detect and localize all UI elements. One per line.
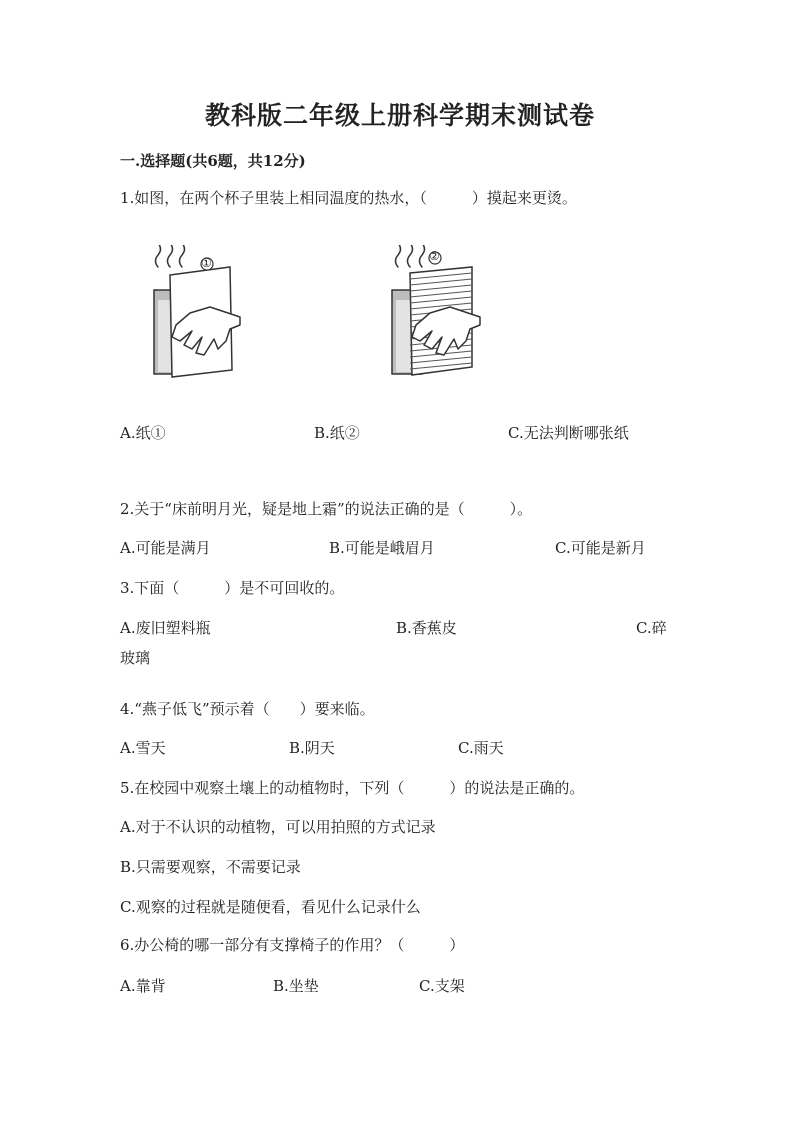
q4-option-b[interactable]: B.阴天	[289, 739, 335, 757]
figure-label-1: ①	[201, 256, 212, 270]
q3-option-b[interactable]: B.香蕉皮	[396, 619, 457, 637]
q2-option-b[interactable]: B.可能是峨眉月	[329, 539, 435, 557]
q1-option-b[interactable]: B.纸②	[314, 424, 360, 442]
q2-option-a[interactable]: A.可能是满月	[120, 539, 211, 557]
q3-option-a[interactable]: A.废旧塑料瓶	[120, 619, 211, 637]
q4-option-c[interactable]: C.雨天	[458, 739, 504, 757]
hot-cup-paper-1-illustration	[140, 245, 250, 385]
q1-option-a[interactable]: A.纸①	[120, 424, 166, 442]
q5-option-c[interactable]: C.观察的过程就是随便看，看见什么记录什么	[120, 898, 421, 916]
question-5-stem: 5.在校园中观察土壤上的动植物时，下列（ ）的说法是正确的。	[120, 779, 585, 797]
question-3-stem: 3.下面（ ）是不可回收的。	[120, 579, 345, 597]
q5-option-b[interactable]: B.只需要观察，不需要记录	[120, 858, 301, 876]
question-1-stem: 1.如图，在两个杯子里装上相同温度的热水，（ ）摸起来更烫。	[120, 189, 577, 207]
question-4-stem: 4.“燕子低飞”预示着（ ）要来临。	[120, 700, 375, 718]
q6-option-a[interactable]: A.靠背	[120, 977, 166, 995]
q1-option-c[interactable]: C.无法判断哪张纸	[508, 424, 629, 442]
hot-cup-paper-2-illustration	[378, 245, 488, 385]
question-2-stem: 2.关于“床前明月光，疑是地上霜”的说法正确的是（ ）。	[120, 500, 533, 518]
q2-option-c[interactable]: C.可能是新月	[555, 539, 646, 557]
q6-option-b[interactable]: B.坐垫	[273, 977, 319, 995]
section-heading: 一.选择题(共6题，共12分)	[120, 152, 306, 170]
q5-option-a[interactable]: A.对于不认识的动植物，可以用拍照的方式记录	[120, 818, 436, 836]
q4-option-a[interactable]: A.雪天	[120, 739, 166, 757]
question-6-stem: 6.办公椅的哪一部分有支撑椅子的作用？（ ）	[120, 936, 465, 954]
q3-option-c[interactable]: C.碎	[636, 619, 667, 637]
page-title: 教科版二年级上册科学期末测试卷	[204, 101, 595, 130]
q6-option-c[interactable]: C.支架	[419, 977, 465, 995]
figure-label-2: ②	[429, 249, 440, 263]
q3-option-c-continued[interactable]: 玻璃	[120, 649, 151, 667]
